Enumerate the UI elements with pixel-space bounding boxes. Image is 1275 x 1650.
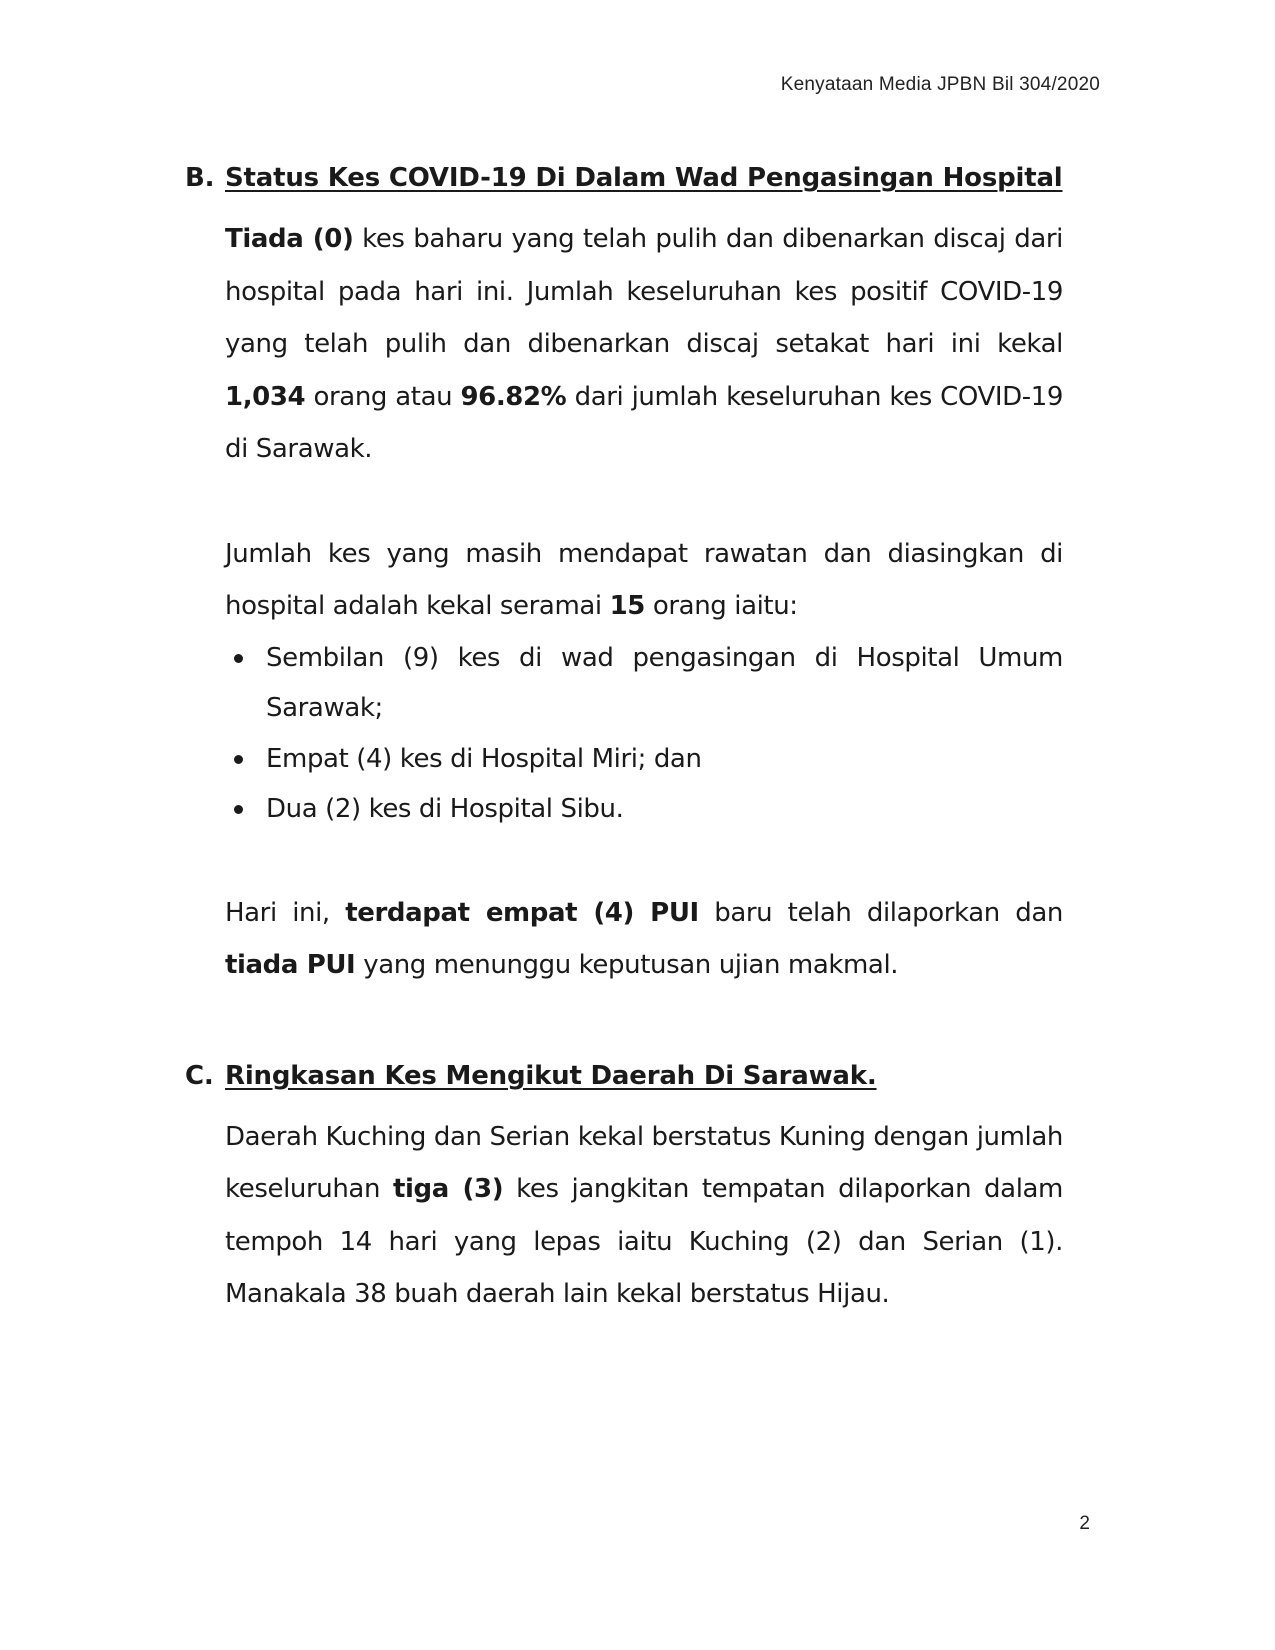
pui-text-2: baru telah dilaporkan dan: [698, 897, 1063, 928]
district-paragraph: [225, 1111, 1063, 1321]
section-c: [185, 1058, 1063, 1321]
district-text-1: Daerah Kuching dan Serian kekal berstatus Kuning dengan jumlah keseluruhan: [225, 1121, 1063, 1204]
hospital-list: [225, 633, 1063, 835]
treatment-text-1: Jumlah kes yang masih mendapat rawatan dan diasingkan di hospital adalah kekal seramai: [225, 538, 1063, 621]
district-text-2: kes jangkitan tempatan dilaporkan dalam tempoh 14 hari yang lepas iaitu Kuching (2) dan Serian (1). Manakala 38 buah daerah lain kekal berstatus Hijau.: [225, 1174, 1063, 1309]
recovery-text-1: kes baharu yang telah pulih dan dibenarkan discaj dari hospital pada hari ini. Jumlah keseluruhan kes positif COVID-19 yang telah pulih dan dibenarkan discaj setakat hari ini kekal: [225, 224, 1063, 359]
hospital-umum-sarawak-item: Sembilan (9) kes di wad pengasingan di Hospital Umum Sarawak;: [266, 642, 1063, 723]
treatment-text-2: orang iaitu:: [645, 591, 798, 621]
treatment-paragraph: [225, 528, 1063, 633]
section-c-letter: C.: [185, 1060, 214, 1091]
section-c-title: Ringkasan Kes Mengikut Daerah Di Sarawak.: [225, 1060, 877, 1091]
pui-text-1: Hari ini,: [225, 897, 346, 928]
recovery-percentage: 96.82%: [460, 381, 567, 412]
recovery-text-2: orang atau: [305, 381, 461, 412]
new-recoveries-count: Tiada (0): [225, 224, 354, 254]
paragraph-spacer: [185, 476, 1063, 528]
bullet-icon: [234, 654, 243, 663]
bullet-icon: [234, 805, 243, 814]
section-b: [185, 160, 1063, 992]
in-treatment-count: 15: [609, 591, 645, 621]
recovery-text-3: dari jumlah keseluruhan kes COVID-19 di Sarawak.: [225, 381, 1063, 464]
section-b-heading: [185, 160, 1063, 196]
page-number: 2: [1079, 1513, 1090, 1534]
list-item: [225, 734, 1063, 785]
document-body: [185, 160, 1063, 1321]
list-item: [225, 633, 1063, 734]
pending-pui-count: tiada PUI: [225, 950, 356, 980]
hospital-sibu-item: Dua (2) kes di Hospital Sibu.: [266, 794, 624, 824]
section-spacer: [185, 992, 1063, 1058]
section-b-title: Status Kes COVID-19 Di Dalam Wad Pengasingan Hospital: [225, 163, 1063, 193]
pui-text-3: yang menunggu keputusan ujian makmal.: [355, 950, 899, 980]
recovery-paragraph: [225, 213, 1063, 476]
pui-paragraph: [225, 887, 1063, 992]
list-item: [225, 784, 1063, 835]
paragraph-spacer: [185, 835, 1063, 887]
total-recovered-count: 1,034: [225, 381, 306, 412]
section-b-letter: B.: [185, 163, 215, 193]
bullet-icon: [234, 755, 243, 764]
hospital-miri-item: Empat (4) kes di Hospital Miri; dan: [266, 743, 702, 774]
section-c-heading: [185, 1058, 1063, 1094]
document-reference: Kenyataan Media JPBN Bil 304/2020: [780, 74, 1100, 95]
local-cases-count: tiga (3): [392, 1174, 504, 1204]
new-pui-count: terdapat empat (4) PUI: [345, 897, 699, 928]
